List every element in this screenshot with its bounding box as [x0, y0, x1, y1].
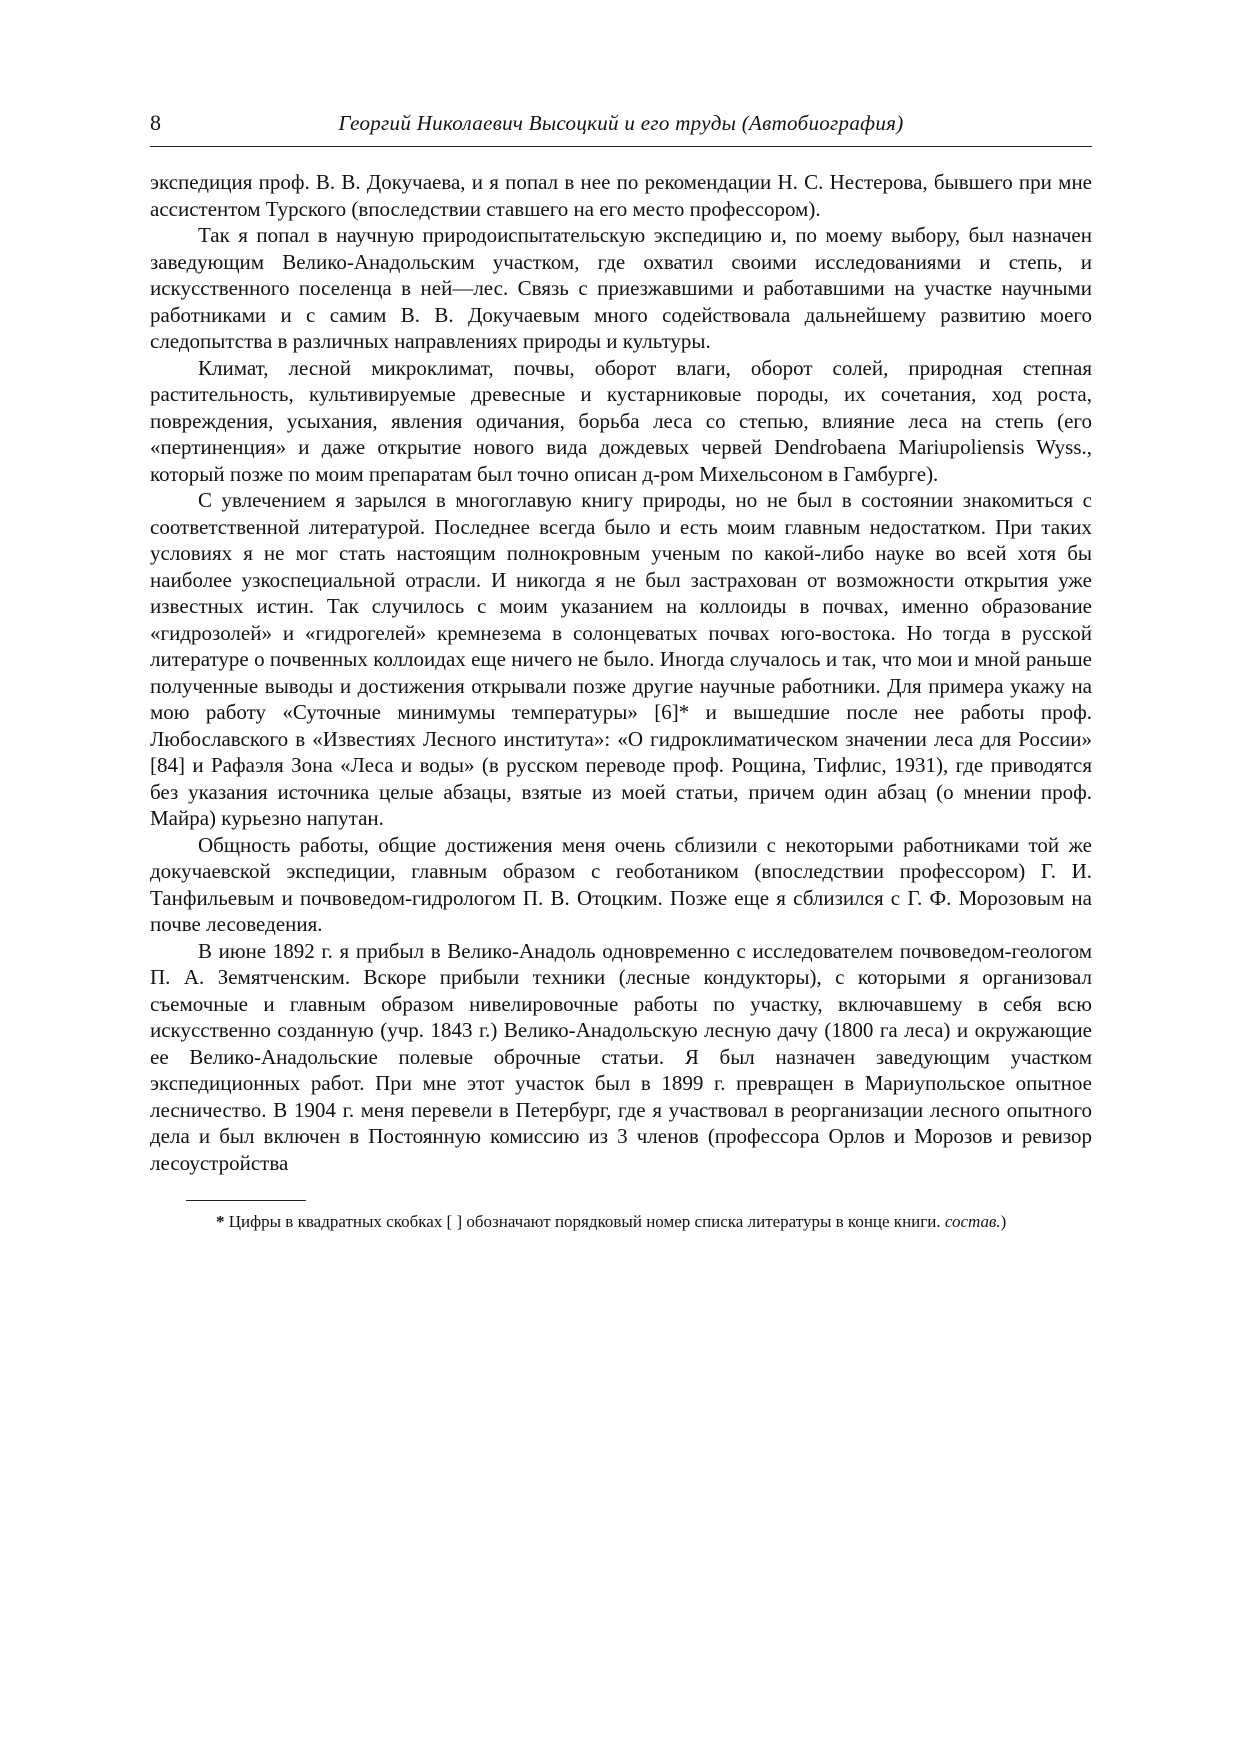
footnote-divider	[186, 1200, 306, 1201]
paragraph: Климат, лесной микроклимат, почвы, оборот влаги, оборот солей, природная степная растительность, культивируемые древесные и кустарниковые породы, их сочетания, ход роста, повреждения, усыхания, явления одичания, борьба леса со степью, влияние леса на степь (его «пертиненция» и даже открытие нового вида дождевых червей Dendrobaena Mariupoliensis Wyss., который позже по моим препаратам был точно описан д-ром Михельсоном в Гамбурге).	[150, 355, 1092, 486]
footnote-abbreviation: состав.	[944, 1212, 1001, 1231]
paragraph-continued: экспедиция проф. В. В. Докучаева, и я попал в нее по рекомендации Н. С. Нестерова, бывшего при мне ассистентом Турского (впоследствии ставшего на его место профессором).	[150, 170, 1092, 221]
running-header	[150, 110, 1092, 147]
footnote-mark: *	[216, 1212, 225, 1231]
running-title: Георгий Николаевич Высоцкий и его труды (Автобиография)	[338, 111, 904, 135]
book-page	[150, 110, 1092, 1233]
page-number: 8	[150, 110, 161, 135]
footnote: * Цифры в квадратных скобках [ ] обозначают порядковый номер списка литературы в конце книги. состав.)	[216, 1212, 1007, 1231]
body-text	[150, 169, 1092, 1176]
paragraph: С увлечением я зарылся в многоглавую книгу природы, но не был в состоянии знакомиться с соответственной литературой. Последнее всегда было и есть моим главным недостатком. При таких условиях я не мог стать настоящим полнокровным ученым по какой-либо науке во всей хотя бы наиболее узкоспециальной отрасли. И никогда я не был застрахован от возможности открытия уже известных истин. Так случилось с моим указанием на коллоиды в почвах, именно образование «гидрозолей» и «гидрогелей» кремнезема в солонцеватых почвах юго-востока. Но тогда в русской литературе о почвенных коллоидах еще ничего не было. Иногда случалось и так, что мои и мной раньше полученные выводы и достижения открывали позже другие научные работники. Для примера укажу на мою работу «Суточные минимумы температуры» [6]* и вышедшие после нее работы проф. Любославского в «Известиях Лесного института»: «О гидроклиматическом значении леса для России» [84] и Рафаэля Зона «Леса и воды» (в русском переводе проф. Рощина, Тифлис, 1931), где приводятся без указания источника целые абзацы, взятые из моей статьи, причем один абзац (о мнении проф. Майра) курьезно напутан.	[150, 488, 1092, 830]
paragraph: Так я попал в научную природоиспытательскую экспедицию и, по моему выбору, был назначен заведующим Велико-Анадольским участком, где охватил своими исследованиями и степь, и искусственного поселенца в ней—лес. Связь с приезжавшими и работавшими на участке научными работниками и с самим В. В. Докучаевым много содействовала дальнейшему развитию моего следопытства в различных направлениях природы и культуры.	[150, 223, 1092, 353]
paragraph: В июне 1892 г. я прибыл в Велико-Анадоль одновременно с исследователем почвоведом-геологом П. А. Земятченским. Вскоре прибыли техники (лесные кондукторы), с которыми я организовал съемочные и главным образом нивелировочные работы по участку, включавшему в себя всю искусственно созданную (учр. 1843 г.) Велико-Анадольскую лесную дачу (1800 га леса) и окружающие ее Велико-Анадольские полевые оброчные статьи. Я был назначен заведующим участком экспедиционных работ. При мне этот участок был в 1899 г. превращен в Мариупольское опытное лесничество. В 1904 г. меня перевели в Петербург, где я участвовал в реорганизации лесного опытного дела и был включен в Постоянную комиссию из 3 членов (профессора Орлов и Морозов и ревизор лесоустройства	[150, 938, 1092, 1175]
paragraph: Общность работы, общие достижения меня очень сблизили с некоторыми работниками той же докучаевской экспедиции, главным образом с геоботаником (впоследствии профессором) Г. И. Танфильевым и почвоведом-гидрологом П. В. Отоцким. Позже еще я сблизился с Г. Ф. Морозовым на почве лесоведения.	[150, 832, 1092, 936]
footnote-text: Цифры в квадратных скобках [ ] обозначают порядковый номер списка литературы в конце книги.	[228, 1212, 941, 1231]
